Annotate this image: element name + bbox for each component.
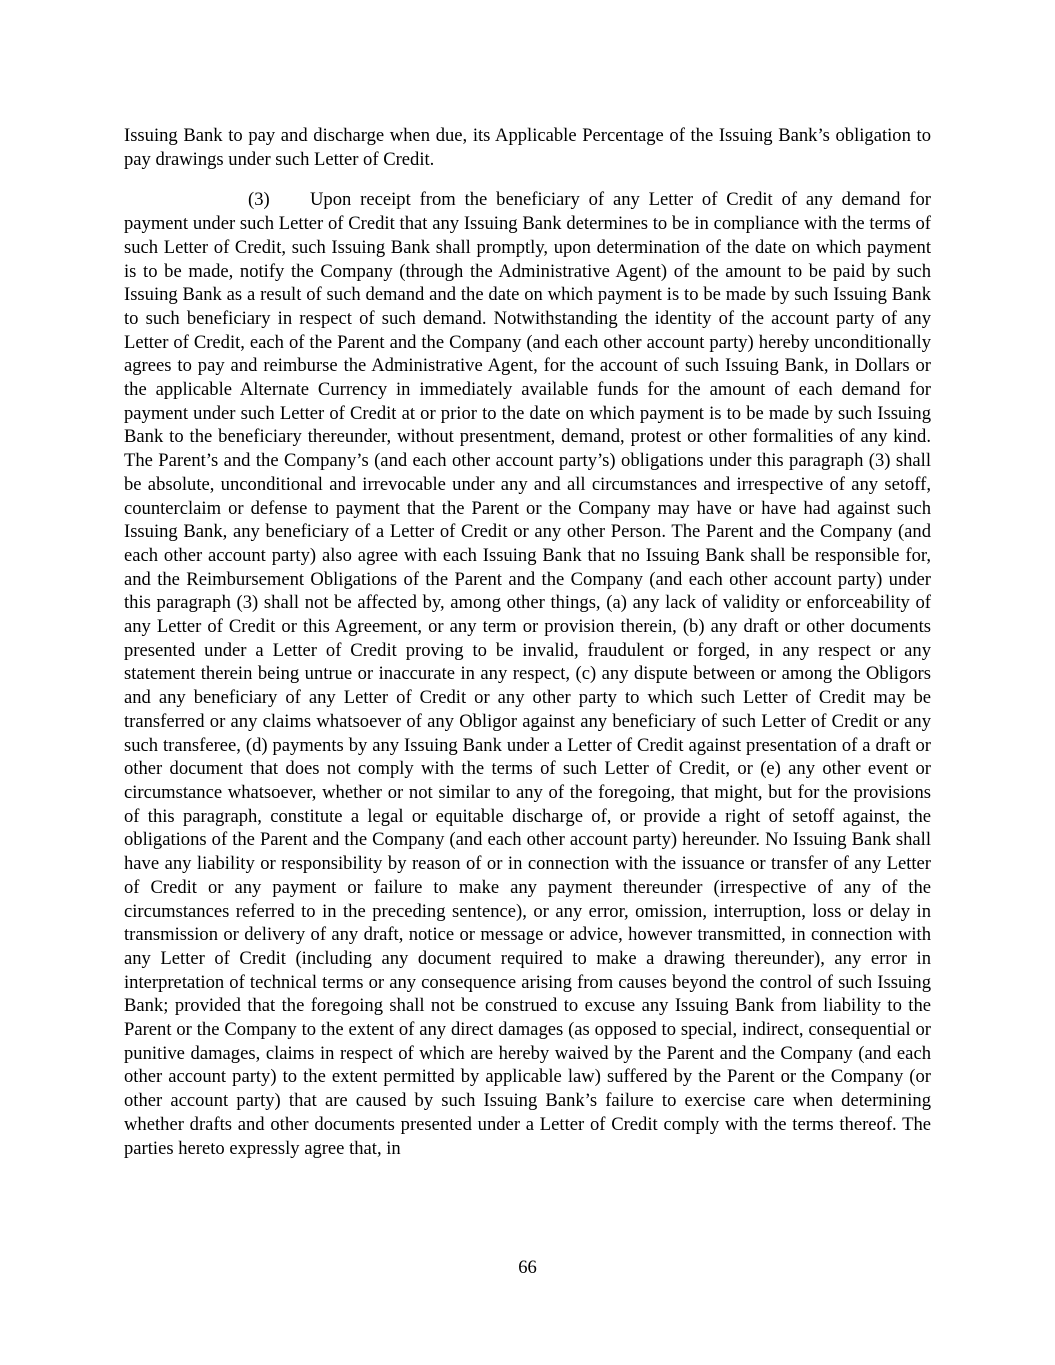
page-content [124,124,931,1160]
continuation-paragraph: Issuing Bank to pay and discharge when due, its Applicable Percentage of the Issuing Bank’s obligation to pay drawings under such Letter of Credit. [124,125,931,170]
page-number: 66 [518,1257,537,1278]
paragraph-number: (3) [248,189,270,211]
paragraph-3-text: Upon receipt from the beneficiary of any Letter of Credit of any demand for payment under such Letter of Credit that any Issuing Bank determines to be in compliance with the terms of such Letter of Credit, such Issuing Bank shall promptly, upon determination of the date on which payment is to be made, notify the Company (through the Administrative Agent) of the amount to be paid by such Issuing Bank as a result of such demand and the date on which payment is to be made by such Issuing Bank to such beneficiary in respect of such demand. Notwithstanding the identity of the account party of any Letter of Credit, each of the Parent and the Company (and each other account party) hereby unconditionally agrees to pay and reimburse the Administrative Agent, for the account of such Issuing Bank, in Dollars or the applicable Alternate Currency in immediately available funds for the amount of each demand for payment under such Letter of Credit at or prior to the date on which payment is to be made by such Issuing Bank to the beneficiary thereunder, without presentment, demand, protest or other formalities of any kind. The Parent’s and the Company’s (and each other account party’s) obligations under this paragraph (3) shall be absolute, unconditional and irrevocable under any and all circumstances and irrespective of any setoff, counterclaim or defense to payment that the Parent or the Company may have or have had against such Issuing Bank, any beneficiary of a Letter of Credit or any other Person. The Parent and the Company (and each other account party) also agree with each Issuing Bank that no Issuing Bank shall be responsible for, and the Reimbursement Obligations of the Parent and the Company (and each other account party) under this paragraph (3) shall not be affected by, among other things, (a) any lack of validity or enforceability of any Letter of Credit or this Agreement, or any term or provision therein, (b) any draft or other documents presented under a Letter of Credit proving to be invalid, fraudulent or forged, in any respect or any statement therein being untrue or inaccurate in any respect, (c) any dispute between or among the Obligors and any beneficiary of any Letter of Credit or any other party to which such Letter of Credit may be transferred or any claims whatsoever of any Obligor against any beneficiary of such Letter of Credit or any such transferee, (d) payments by any Issuing Bank under a Letter of Credit against presentation of a draft or other document that does not comply with the terms of such Letter of Credit, or (e) any other event or circumstance whatsoever, whether or not similar to any of the foregoing, that might, but for the provisions of this paragraph, constitute a legal or equitable discharge of, or provide a right of setoff against, the obligations of the Parent and the Company (and each other account party) hereunder. No Issuing Bank shall have any liability or responsibility by reason of or in connection with the issuance or transfer of any Letter of Credit or any payment or failure to make any payment thereunder (irrespective of any of the circumstances referred to in the preceding sentence), or any error, omission, interruption, loss or delay in transmission or delivery of any draft, notice or message or advice, however transmitted, in connection with any Letter of Credit (including any document required to make a drawing thereunder), any error in interpretation of technical terms or any consequence arising from causes beyond the control of such Issuing Bank; provided that the foregoing shall not be construed to excuse any Issuing Bank from liability to the Parent or the Company to the extent of any direct damages (as opposed to special, indirect, consequential or punitive damages, claims in respect of which are hereby waived by the Parent and the Company (and each other account party) to the extent permitted by applicable law) suffered by the Parent or the Company (or other account party) that are caused by such Issuing Bank’s failure to exercise care when determining whether drafts and other documents presented under a Letter of Credit comply with the terms thereof. The parties hereto expressly agree that, in [124,189,931,1159]
paragraph-3 [124,188,931,1160]
